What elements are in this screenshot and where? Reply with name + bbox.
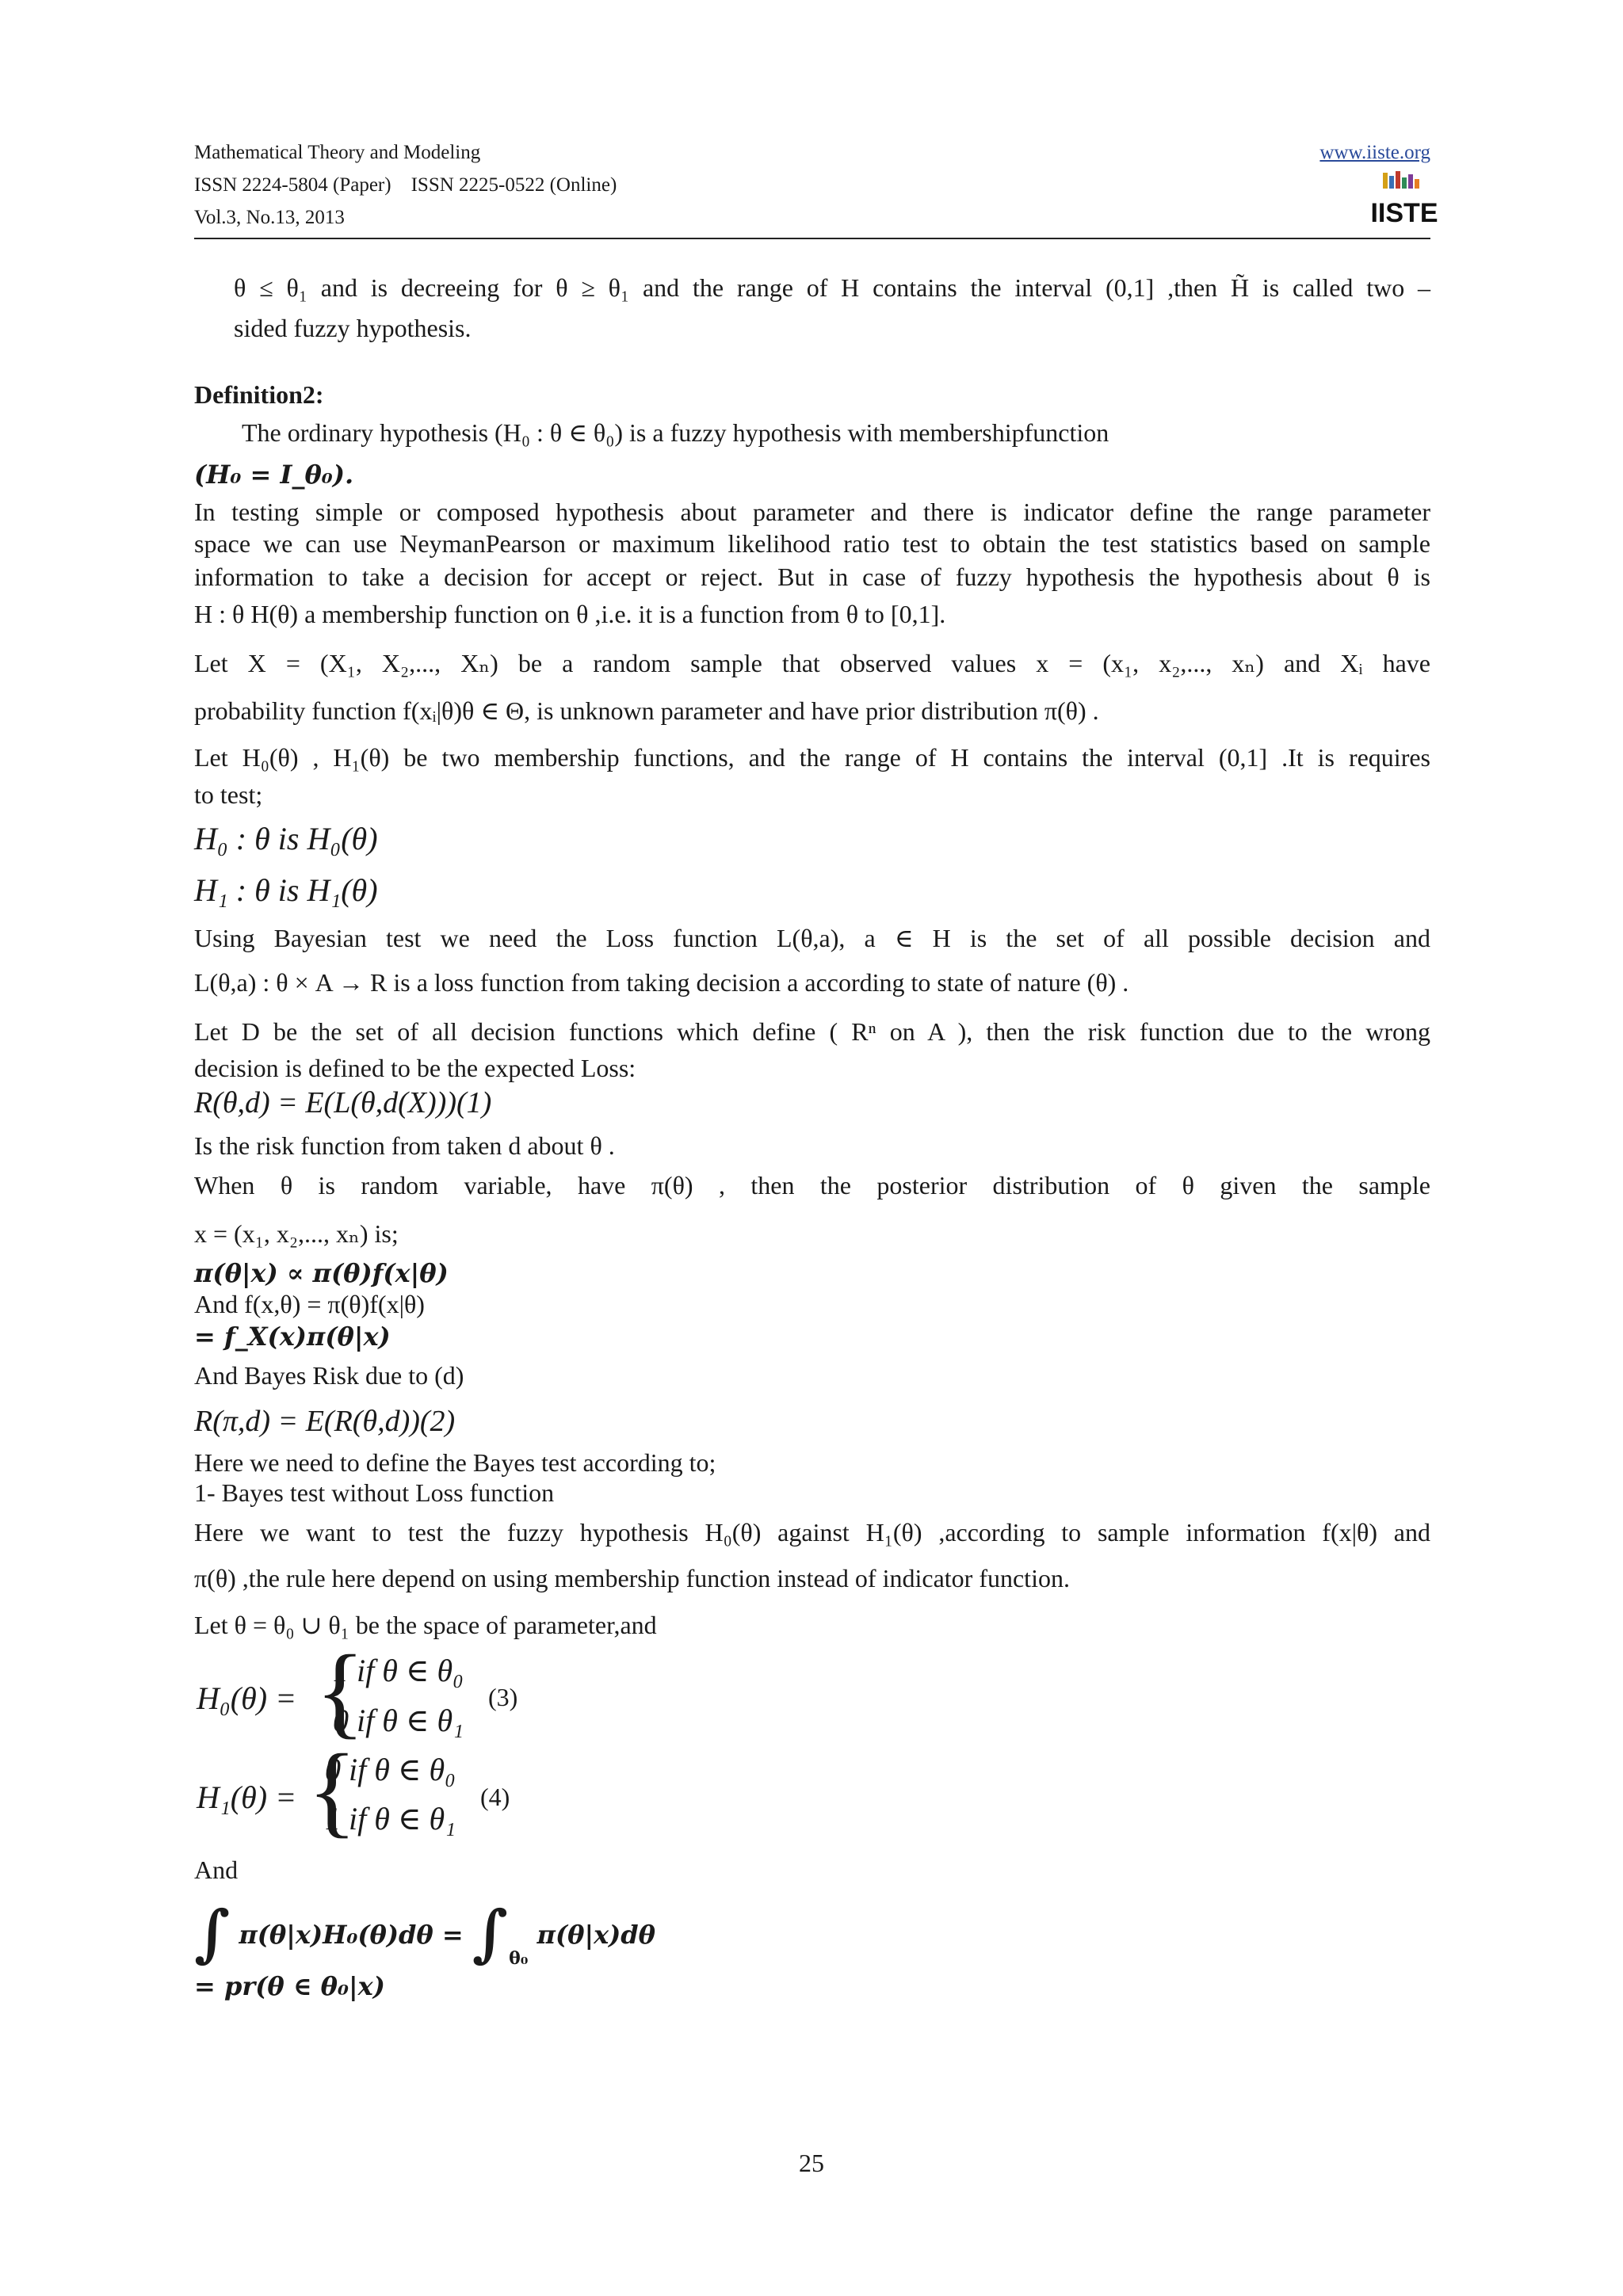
text-line-2: sided fuzzy hypothesis. [234,314,472,342]
integral-sign-right: ∫ [472,1897,508,1970]
integral-rhs: π(θ|x)dθ [537,1920,656,1950]
text-line-3: The ordinary hypothesis (H₀ : θ ∈ θ₀) is a fuzzy hypothesis with membershipfunction [242,418,1109,447]
eq4-brace: { [307,1733,357,1848]
eq3-case1: 1 if θ ∈ θ₀ [333,1653,464,1688]
text-line-15: Using Bayesian test we need the Loss function L(θ,a), a ∈ H is the set of all possible decision and [194,924,1430,952]
logo-text: IISTE [1370,198,1438,228]
hypothesis-h1: H₁ : θ is H₁(θ) [194,872,378,908]
eq3-brace: { [315,1634,365,1749]
text-line-4: (H₀ = I_θ₀). [194,460,354,490]
text-line-22: x = (x₁, x₂,..., xₙ) is; [194,1219,399,1248]
page-header [194,136,1438,234]
integral-lhs: π(θ|x)H₀(θ)dθ = [239,1920,464,1950]
text-line-12: to test; [194,780,263,809]
eq4-case1: 0 if θ ∈ θ₀ [325,1752,456,1787]
text-line-20: Is the risk function from taken d about θ . [194,1131,615,1160]
text-line-5: In testing simple or composed hypothesis about parameter and there is indicator define the range parameter [194,498,1430,526]
text-line-29: 1- Bayes test without Loss function [194,1478,555,1507]
volume-line: Vol.3, No.13, 2013 [194,207,345,228]
issn-line: ISSN 2224-5804 (Paper) ISSN 2225-0522 (Online) [194,174,617,196]
text-line-1: θ ≤ θ₁ and is decreeing for θ ≥ θ₁ and the range of H contains the interval (0,1] ,then H̃ is called two – [234,273,1430,302]
text-line-11: Let H₀(θ) , H₁(θ) be two membership functions, and the range of H contains the interval (0,1] .It is requires [194,743,1430,772]
text-line-8: H : θ H(θ) a membership function on θ ,i.e. it is a function from θ to [0,1]. [194,600,946,628]
journal-title: Mathematical Theory and Modeling [194,142,481,163]
integral-lower-limit: θ₀ [509,1948,529,1969]
eq3-lhs: H₀(θ) = [197,1680,297,1716]
integral-sign-left: ∫ [194,1897,231,1970]
text-line-31: π(θ) ,the rule here depend on using membership function instead of indicator function. [194,1564,1070,1592]
text-line-30: Here we want to test the fuzzy hypothesis H₀(θ) against H₁(θ) ,according to sample information f(x|θ) and [194,1518,1430,1547]
eq4-case2: 1 if θ ∈ θ₁ [325,1801,456,1836]
probability-result: = pr(θ ∈ θ₀|x) [194,1971,385,2001]
eq4-tag: (4) [480,1783,510,1811]
text-line-18: decision is defined to be the expected Loss: [194,1054,636,1082]
bayes-risk-intro: And Bayes Risk due to (d) [194,1361,464,1390]
equation-2: R(π,d) = E(R(θ,d))(2) [194,1405,456,1438]
header-rule [194,238,1430,239]
joint-density-line: And f(x,θ) = π(θ)f(x|θ) [194,1290,425,1318]
text-line-and: And [194,1855,239,1884]
iiste-logo [1370,171,1438,228]
integral-equation [194,1897,1430,1970]
eq4-lhs: H₁(θ) = [197,1779,297,1815]
text-line-21: When θ is random variable, have π(θ) , then the posterior distribution of θ given the sample [194,1171,1430,1199]
text-line-7: information to take a decision for accept or reject. But in case of fuzzy hypothesis the hypothesis about θ is [194,563,1430,591]
text-line-16: L(θ,a) : θ × A → R is a loss function from taking decision a according to state of nature (θ) . [194,968,1129,997]
text-line-17: Let D be the set of all decision functions which define ( Rⁿ on A ), then the risk function due to the wrong [194,1017,1430,1046]
equation-1: R(θ,d) = E(L(θ,d(X)))(1) [194,1086,492,1119]
eq3-case2: 0 if θ ∈ θ₁ [333,1703,464,1738]
text-line-10: probability function f(xᵢ|θ)θ ∈ Θ, is unknown parameter and have prior distribution π(θ) . [194,696,1099,725]
joint-density-equals: = f_X(x)π(θ|x) [194,1322,391,1352]
journal-url-link[interactable]: www.iiste.org [1319,142,1430,163]
hypothesis-h0: H₀ : θ is H₀(θ) [194,821,378,856]
posterior-proportional: π(θ|x) ∝ π(θ)f(x|θ) [194,1258,449,1288]
text-line-28: Here we need to define the Bayes test according to; [194,1448,716,1477]
text-line-9: Let X = (X₁, X₂,..., Xₙ) be a random sample that observed values x = (x₁, x₂,..., xₙ) and Xᵢ have [194,649,1430,677]
eq3-tag: (3) [488,1683,518,1711]
page-number: 25 [799,2149,824,2177]
definition2-heading: Definition2: [194,380,324,409]
text-line-6: space we can use NeymanPearson or maximum likelihood ratio test to obtain the test statistics based on sample [194,529,1430,558]
text-line-32: Let θ = θ₀ ∪ θ₁ be the space of parameter,and [194,1611,657,1639]
